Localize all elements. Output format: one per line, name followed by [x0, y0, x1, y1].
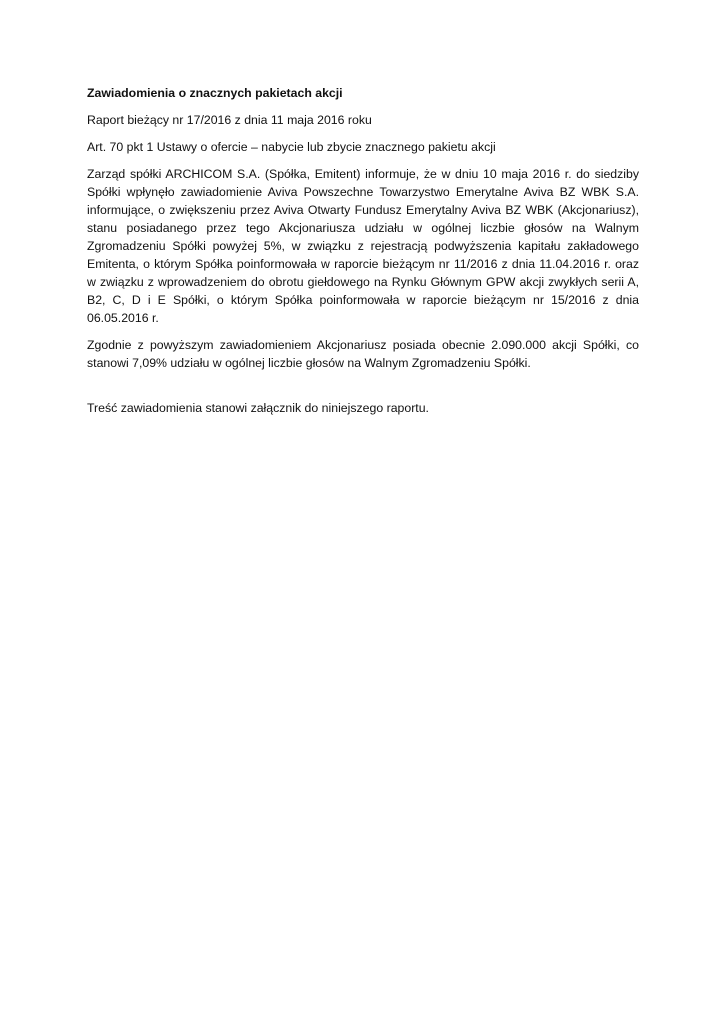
announcement-paragraph: Zarząd spółki ARCHICOM S.A. (Spółka, Emitent) informuje, że w dniu 10 maja 2016 r. do siedziby Spółki wpłynęło zawiadomienie Aviva Powszechne Towarzystwo Emerytalne Aviva BZ WBK S.A. informujące, o zwiększeniu przez Aviva Otwarty Fundusz Emerytalny Aviva BZ WBK (Akcjonariusz), stanu posiadanego przez tego Akcjonariusza udziału w ogólnej liczbie głosów na Walnym Zgromadzeniu Spółki powyżej 5%, w związku z rejestracją podwyższenia kapitału zakładowego Emitenta, o którym Spółka poinformowała w raporcie bieżącym nr 11/2016 z dnia 11.04.2016 r. oraz w związku z wprowadzeniem do obrotu giełdowego na Rynku Głównym GPW akcji zwykłych serii A, B2, C, D i E Spółki, o którym Spółka poinformowała w raporcie bieżącym nr 15/2016 z dnia 06.05.2016 r. [87, 167, 639, 325]
legal-basis: Art. 70 pkt 1 Ustawy o ofercie – nabycie lub zbycie znacznego pakietu akcji [87, 140, 496, 154]
report-line: Raport bieżący nr 17/2016 z dnia 11 maja 2016 roku [87, 113, 372, 127]
document-title: Zawiadomienia o znacznych pakietach akcji [87, 86, 343, 100]
document-page [87, 84, 639, 426]
attachment-note: Treść zawiadomienia stanowi załącznik do niniejszego raportu. [87, 401, 429, 415]
holding-paragraph: Zgodnie z powyższym zawiadomieniem Akcjonariusz posiada obecnie 2.090.000 akcji Spółki, co stanowi 7,09% udziału w ogólnej liczbie głosów na Walnym Zgromadzeniu Spółki. [87, 338, 639, 370]
